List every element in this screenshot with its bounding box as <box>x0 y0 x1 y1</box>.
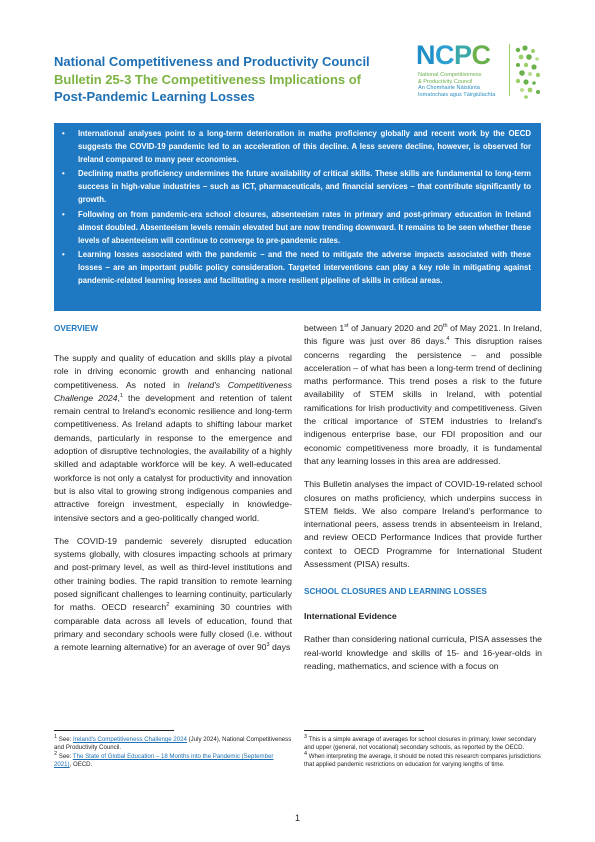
footnote-divider <box>304 730 424 731</box>
title-line-council: National Competitiveness and Productivity Council <box>54 54 370 69</box>
key-finding-item: • Declining maths proficiency undermines the future availability of critical skills. These skills are fundamental to long-term success in high-value industries – such as ICT, pharmaceuticals, and financial services – that contribute significantly to growth. <box>54 167 541 206</box>
overview-paragraph-3: between 1st of January 2020 and 20th of May 2021. In Ireland, this figure was just over 86 days.$^4$ This disruption raises concerns regarding the persistence – and possible acceleration – of what has been a long-term trend of declining maths performance. This trend poses a risk to the future availability of STEM skills in Ireland, with potential ramifications for Irish productivity and competitiveness. Given the critical importance of STEM industries to Ireland's indigenous enterprise base, our FDI proposition and our economic competitiveness more broadly, it is fundamental that any learning losses in this area are addressed. <box>304 323 542 466</box>
page-number: 1 <box>294 813 300 823</box>
document-title <box>54 53 414 106</box>
footnote-link[interactable]: The State of Global Education – 18 Months into the Pandemic (September 2021) <box>54 753 274 769</box>
footnotes-left <box>54 733 292 770</box>
ncpc-logo <box>416 40 544 108</box>
overview-heading: OVERVIEW <box>54 324 98 333</box>
international-evidence-subheading: International Evidence <box>304 611 397 622</box>
footnote-ref[interactable]: 4 <box>446 336 450 343</box>
footnote-3: 3 This is a simple average of averages for school closures in primary, lower secondary and upper (general, not vocational) secondary schools, as reported by the OECD. <box>304 733 537 752</box>
footnotes-right <box>304 733 542 770</box>
footnote-ref[interactable]: 3 <box>266 642 270 649</box>
key-finding-item: • Following on from pandemic-era school closures, absenteeism rates in primary and post-primary education in Ireland almost doubled. Absenteeism levels remain elevated but are now trending downward. It remains to be seen whether these levels of absenteeism will continue to converge to pre-pandemic rates. <box>54 208 541 247</box>
title-line-bulletin: Bulletin 25-3 The Competitiveness Implications of <box>54 71 362 87</box>
key-findings-box <box>54 123 541 311</box>
overview-paragraph-2: The COVID-19 pandemic severely disrupted education systems globally, with closures impacting schools at primary and post-primary level, as well as third-level institutions and other training bodies. The rapid transition to remote learning posed significant challenges to learning continuity, particularly for maths. OECD research$^2$ examining 30 countries with comparable data across all levels of education, found that primary and secondary schools were fully closed (i.e. without a remote learning alternative) for an average of over $90^3$ days <box>54 535 292 653</box>
footnote-2: 2 See: The State of Global Education – 18 Months into the Pandemic (September 2021), OECD. <box>54 751 274 769</box>
key-finding-item: • International analyses point to a long-term deterioration in maths proficiency globally and recent work by the OECD suggests the COVID-19 pandemic led to an acceleration of this decline. A less severe decline, however, is observed for Ireland compared to many peer economies. <box>54 127 541 166</box>
pisa-paragraph: Rather than considering national curricula, PISA assesses the real-world knowledge and skills of 15- and 16-year-olds in reading, mathematics, and science with a focus on <box>304 634 542 671</box>
key-findings-list <box>54 127 541 288</box>
logo-dots-icon <box>514 44 542 100</box>
logo-acronym: NCPC <box>416 40 491 70</box>
overview-paragraph-4: This Bulletin analyses the impact of COVID-19-related school closures on maths proficiency, which underpins success in STEM fields. We also compare Ireland's performance to international peers, assess trends in absenteeism in Ireland, and review OECD Performance Indices that provide further context to OECD Programme for International Student Assessment (PISA) results. <box>304 479 542 570</box>
school-closures-heading: SCHOOL CLOSURES AND LEARNING LOSSES <box>304 587 487 597</box>
footnote-link[interactable]: Ireland's Competitiveness Challenge 2024 <box>72 736 187 743</box>
footnote-4: 4 When interpreting the average, it should be noted this research compares jurisdictions that applied pandemic restrictions on education for varying lengths of time. <box>304 751 541 769</box>
footnote-1: 1 See: Ireland's Competitiveness Challenge 2024 (July 2024), National Competitiveness and Productivity Council. <box>54 733 292 752</box>
left-column <box>54 322 292 655</box>
logo-subtitle: National Competitiveness & Productivity Council An Chomhairle Náisiúnta Iomaíochais agus Táirgiúlachta <box>418 72 496 98</box>
right-column <box>304 322 542 673</box>
title-line-topic: Post-Pandemic Learning Losses <box>54 89 255 104</box>
footnote-ref[interactable]: 2 <box>166 602 170 609</box>
overview-paragraph-1: The supply and quality of education and skills play a pivotal role in driving economic growth and enhancing national competitiveness. As noted in Ireland's Competitiveness Challenge 2024,$^1$ the development and retention of talent remain central to Ireland's economic resilience and long-term competitiveness. As Ireland adapts to shifting labour market demands, particularly in response to the emergence and adoption of disruptive technologies, the availability of a highly skilled and adaptable workforce will be key. A well-educated workforce is not only a catalyst for productivity and innovation but is also vital to growing strong indigenous companies and attractive foreign investment, especially in knowledge-intensive sectors and a geo-politically changed world. <box>54 353 292 523</box>
footnote-divider <box>54 730 174 731</box>
key-finding-item: • Learning losses associated with the pandemic – and the need to mitigate the adverse impacts associated with these losses – are an important public policy consideration. Targeted interventions can play a key role in mitigating against pandemic-related learning losses and facilitating a more resilient pipeline of skills in critical areas. <box>54 248 541 287</box>
logo-divider <box>509 44 510 96</box>
footnote-ref[interactable]: 1 <box>119 393 123 399</box>
